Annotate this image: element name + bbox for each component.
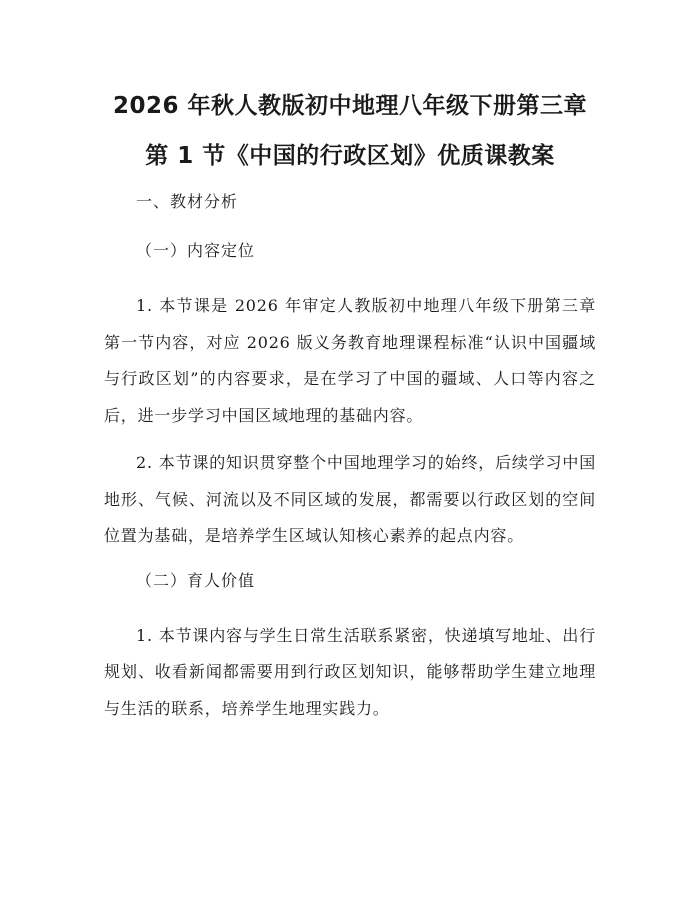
paragraph-educational-value-1: 1. 本节课内容与学生日常生活联系紧密，快递填写地址、出行规划、收看新闻都需要用到行政区划知识，能够帮助学生建立地理与生活的联系，培养学生地理实践力。 [104,625,596,718]
paragraph-content-positioning-2: 2. 本节课的知识贯穿整个中国地理学习的始终，后续学习中国地形、气候、河流以及不同区域的发展，都需要以行政区划的空间位置为基础，是培养学生区域认知核心素养的起点内容。 [104,453,596,545]
document-title-line-1: 2026 年秋人教版初中地理八年级下册第三章 [112,93,588,119]
subsection-heading-educational-value: （二）育人价值 [136,570,256,590]
section-heading-textbook-analysis: 一、教材分析 [136,192,239,211]
paragraph-content-positioning-1: 1. 本节课是 2026 年审定人教版初中地理八年级下册第三章第一节内容，对应 2026 版义务教育地理课程标准“认识中国疆域与行政区划”的内容要求，是在学习了中国的疆域、人口等内容之后，进一步学习中国区域地理的基础内容。 [104,296,596,425]
document-title-line-2: 第 1 节《中国的行政区划》优质课教案 [145,143,555,169]
title-block [0,81,700,181]
subsection-heading-content-positioning: （一）内容定位 [136,241,256,260]
document-body [104,187,596,738]
